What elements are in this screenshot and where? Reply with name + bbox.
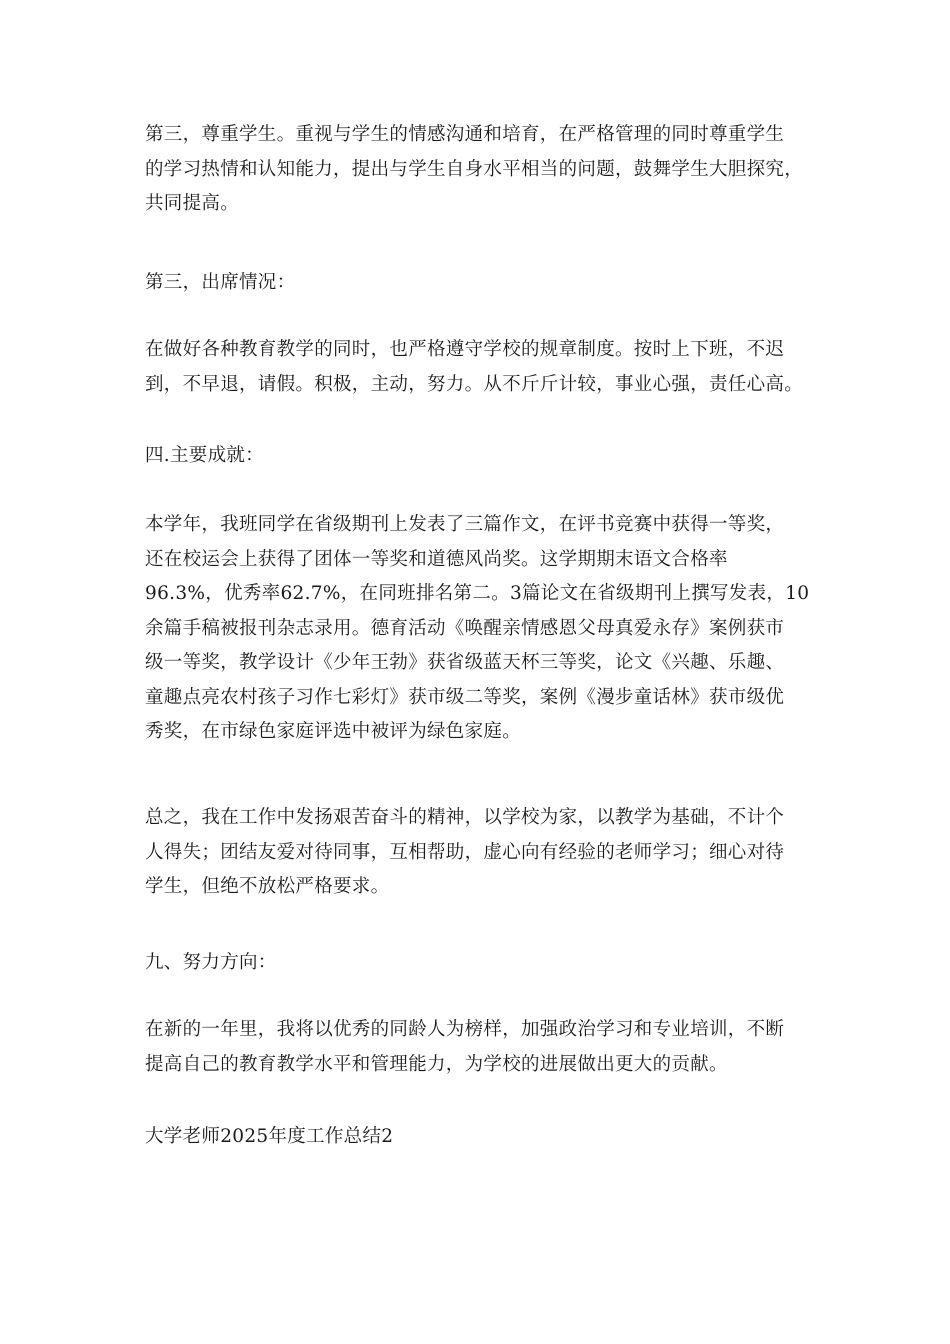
text-line: 总之，我在工作中发扬艰苦奋斗的精神，以学校为家，以教学为基础，不计个 (145, 807, 785, 828)
paragraph-achievements (145, 508, 825, 750)
text-line: 提高自己的教育教学水平和管理能力，为学校的进展做出更大的贡献。 (145, 1053, 728, 1075)
text-line: 到，不早退，请假。积极，主动，努力。从不斤斤计较，事业心强，责任心高。 (145, 373, 804, 395)
heading-direction (145, 946, 825, 981)
text-line: 在做好各种教育教学的同时，也严格遵守学校的规章制度。按时上下班，不迟 (145, 339, 785, 360)
text-line: 人得失；团结友爱对待同事，互相帮助，虚心向有经验的老师学习；细心对待 (145, 841, 785, 863)
section-title-next (145, 1120, 825, 1155)
text-line: 96.3%，优秀率62.7%，在同班排名第二。3篇论文在省级期刊上撰写发表，10 (145, 583, 810, 604)
text-line: 学生，但绝不放松严格要求。 (145, 876, 390, 897)
heading-attendance (145, 266, 825, 301)
text-line: 余篇手稿被报刊杂志录用。德育活动《唤醒亲情感恩父母真爱永存》案例获市 (145, 617, 785, 639)
text-line: 还在校运会上获得了团体一等奖和道德风尚奖。这学期期末语文合格率 (145, 548, 728, 570)
text-line: 在新的一年里，我将以优秀的同龄人为榜样，加强政治学习和专业培训，不断 (145, 1019, 785, 1040)
text-line: 的学习热情和认知能力，提出与学生自身水平相当的问题，鼓舞学生大胆探究， (145, 158, 804, 180)
paragraph-summary (145, 801, 825, 905)
text-line: 本学年，我班同学在省级期刊上发表了三篇作文，在评书竞赛中获得一等奖， (145, 514, 785, 535)
text-line: 大学老师2025年度工作总结2 (145, 1126, 394, 1147)
text-line: 级一等奖，教学设计《少年王勃》获省级蓝天杯三等奖，论文《兴趣、乐趣、 (145, 652, 785, 673)
text-line: 共同提高。 (145, 193, 240, 214)
text-line: 秀奖，在市绿色家庭评选中被评为绿色家庭。 (145, 721, 522, 742)
paragraph-attendance (145, 333, 825, 402)
text-line: 四.主要成就： (145, 445, 264, 466)
text-line: 第三，尊重学生。重视与学生的情感沟通和培育，在严格管理的同时尊重学生 (145, 124, 785, 145)
text-line: 九、努力方向： (145, 952, 277, 973)
paragraph-direction (145, 1013, 825, 1082)
heading-achievements (145, 439, 825, 474)
paragraph-respect-students (145, 118, 825, 222)
text-line: 童趣点亮农村孩子习作七彩灯》获市级二等奖，案例《漫步童话林》获市级优 (145, 686, 785, 708)
text-line: 第三，出席情况： (145, 272, 296, 293)
